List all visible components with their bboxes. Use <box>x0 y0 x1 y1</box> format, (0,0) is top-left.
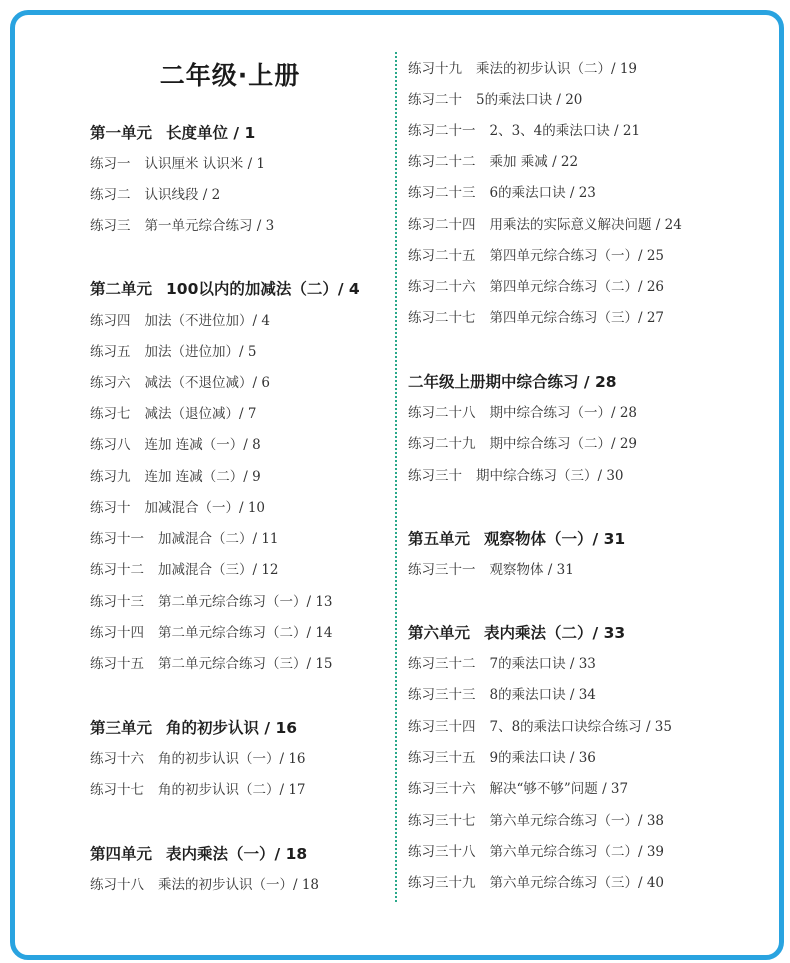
exercise-number: 练习二十六 <box>408 279 476 295</box>
exercise-number: 练习六 <box>90 375 131 391</box>
exercise-number: 练习二十二 <box>408 154 476 170</box>
entry-title: 第二单元综合练习（二）/ 14 <box>158 625 333 641</box>
entry-title: 第六单元综合练习（二）/ 39 <box>489 844 665 860</box>
toc-entry <box>408 840 664 860</box>
entry-title: 角的初步认识（一）/ 16 <box>158 751 306 767</box>
entry-title: 第一单元综合练习 / 3 <box>144 218 275 234</box>
toc-entry <box>90 621 333 641</box>
entry-title: 第二单元综合练习（三）/ 15 <box>158 656 333 672</box>
entry-title: 加减混合（一）/ 10 <box>144 500 266 516</box>
toc-entry <box>90 747 306 767</box>
entry-title: 加减混合（二）/ 11 <box>158 531 279 547</box>
entry-title: 6的乘法口诀 / 23 <box>489 185 596 201</box>
exercise-number: 练习三十一 <box>408 562 476 578</box>
toc-entry <box>90 402 256 422</box>
entry-title: 长度单位 / 1 <box>166 124 256 142</box>
toc-entry <box>90 527 279 547</box>
toc-entry <box>408 652 596 672</box>
page-title: 二年级·上册 <box>159 61 301 90</box>
entry-title: 期中综合练习（三）/ 30 <box>476 468 624 484</box>
section-heading <box>90 277 360 299</box>
entry-title: 加法（不进位加）/ 4 <box>144 313 270 329</box>
exercise-number: 练习二十七 <box>408 310 476 326</box>
entry-title: 认识线段 / 2 <box>144 187 221 203</box>
exercise-number: 练习三 <box>90 218 131 234</box>
toc-entry <box>90 214 274 234</box>
toc-entry <box>90 340 256 360</box>
toc-entry <box>408 119 640 139</box>
exercise-number: 练习二十一 <box>408 123 476 139</box>
entry-title: 7的乘法口诀 / 33 <box>489 656 596 672</box>
toc-entry <box>90 496 265 516</box>
entry-title: 9的乘法口诀 / 36 <box>489 750 596 766</box>
toc-entry <box>408 181 596 201</box>
toc-entry <box>408 244 664 264</box>
exercise-number: 练习十八 <box>90 877 144 893</box>
exercise-number: 练习三十 <box>408 468 462 484</box>
toc-entry <box>408 715 672 735</box>
toc-entry <box>408 777 628 797</box>
toc-entry <box>90 183 220 203</box>
toc-entry <box>90 309 270 329</box>
entry-title: 二年级上册期中综合练习 / 28 <box>408 373 617 391</box>
entry-title: 表内乘法（二）/ 33 <box>484 624 626 642</box>
entry-title: 加减混合（三）/ 12 <box>158 562 279 578</box>
entry-title: 第四单元综合练习（二）/ 26 <box>489 279 665 295</box>
exercise-number: 练习十三 <box>90 594 144 610</box>
exercise-number: 练习八 <box>90 437 131 453</box>
toc-entry <box>408 275 664 295</box>
exercise-number: 练习十七 <box>90 782 144 798</box>
toc-entry <box>408 464 624 484</box>
entry-title: 第四单元综合练习（一）/ 25 <box>489 248 665 264</box>
exercise-number: 练习十 <box>90 500 131 516</box>
entry-title: 第四单元综合练习（三）/ 27 <box>489 310 665 326</box>
toc-entry <box>408 150 578 170</box>
toc-entry <box>90 590 333 610</box>
entry-title: 乘法的初步认识（一）/ 18 <box>158 877 320 893</box>
toc-entry <box>90 873 319 893</box>
toc-entry <box>90 433 261 453</box>
entry-title: 100以内的加减法（二）/ 4 <box>166 280 360 298</box>
exercise-number: 练习二十 <box>408 92 462 108</box>
unit-number: 第五单元 <box>408 530 471 548</box>
exercise-number: 练习三十三 <box>408 687 476 703</box>
toc-entry <box>90 152 265 172</box>
toc-entry <box>90 652 333 672</box>
entry-title: 减法（退位减）/ 7 <box>144 406 257 422</box>
exercise-number: 练习十二 <box>90 562 144 578</box>
exercise-number: 练习四 <box>90 313 131 329</box>
toc-entry <box>408 213 682 233</box>
entry-title: 观察物体（一）/ 31 <box>484 530 626 548</box>
exercise-number: 练习一 <box>90 156 131 172</box>
exercise-number: 练习九 <box>90 469 131 485</box>
entry-title: 观察物体 / 31 <box>489 562 574 578</box>
exercise-number: 练习二十三 <box>408 185 476 201</box>
entry-title: 加法（进位加）/ 5 <box>144 344 257 360</box>
entry-title: 连加 连减（一）/ 8 <box>144 437 261 453</box>
exercise-number: 练习五 <box>90 344 131 360</box>
exercise-number: 练习二十四 <box>408 217 476 233</box>
entry-title: 角的初步认识（二）/ 17 <box>158 782 306 798</box>
unit-number: 第四单元 <box>90 845 153 863</box>
toc-entry <box>408 558 574 578</box>
exercise-number: 练习三十七 <box>408 813 476 829</box>
entry-title: 角的初步认识 / 16 <box>166 719 298 737</box>
unit-number: 第六单元 <box>408 624 471 642</box>
toc-entry <box>90 465 261 485</box>
toc-entry <box>408 401 637 421</box>
toc-entry <box>408 432 637 452</box>
exercise-number: 练习三十八 <box>408 844 476 860</box>
entry-title: 乘加 乘减 / 22 <box>489 154 579 170</box>
section-heading <box>90 842 307 864</box>
toc-entry <box>408 57 637 77</box>
entry-title: 减法（不退位减）/ 6 <box>144 375 270 391</box>
exercise-number: 练习三十四 <box>408 719 476 735</box>
column-divider <box>395 52 397 902</box>
toc-entry <box>408 746 596 766</box>
toc-entry <box>408 306 664 326</box>
unit-number: 第一单元 <box>90 124 153 142</box>
exercise-number: 练习十五 <box>90 656 144 672</box>
exercise-number: 练习三十六 <box>408 781 476 797</box>
section-heading <box>408 621 625 643</box>
entry-title: 连加 连减（二）/ 9 <box>144 469 261 485</box>
exercise-number: 练习十四 <box>90 625 144 641</box>
toc-entry <box>90 778 306 798</box>
entry-title: 5的乘法口诀 / 20 <box>476 92 583 108</box>
entry-title: 乘法的初步认识（二）/ 19 <box>476 61 638 77</box>
exercise-number: 练习十六 <box>90 751 144 767</box>
exercise-number: 练习二十九 <box>408 436 476 452</box>
entry-title: 期中综合练习（一）/ 28 <box>489 405 638 421</box>
toc-entry <box>90 371 270 391</box>
entry-title: 用乘法的实际意义解决问题 / 24 <box>489 217 682 233</box>
entry-title: 8的乘法口诀 / 34 <box>489 687 596 703</box>
toc-entry <box>90 558 279 578</box>
exercise-number: 练习二 <box>90 187 131 203</box>
exercise-number: 练习三十五 <box>408 750 476 766</box>
toc-entry <box>408 88 582 108</box>
unit-number: 第三单元 <box>90 719 153 737</box>
toc-entry <box>408 683 596 703</box>
entry-title: 第六单元综合练习（一）/ 38 <box>489 813 665 829</box>
exercise-number: 练习十一 <box>90 531 144 547</box>
entry-title: 期中综合练习（二）/ 29 <box>489 436 638 452</box>
section-heading <box>90 716 297 738</box>
toc-entry <box>408 809 664 829</box>
section-heading <box>408 370 617 392</box>
entry-title: 2、3、4的乘法口诀 / 21 <box>489 123 641 139</box>
exercise-number: 练习三十九 <box>408 875 476 891</box>
exercise-number: 练习三十二 <box>408 656 476 672</box>
entry-title: 7、8的乘法口诀综合练习 / 35 <box>489 719 672 735</box>
entry-title: 认识厘米 认识米 / 1 <box>144 156 266 172</box>
exercise-number: 练习七 <box>90 406 131 422</box>
entry-title: 第二单元综合练习（一）/ 13 <box>158 594 333 610</box>
entry-title: 第六单元综合练习（三）/ 40 <box>489 875 665 891</box>
entry-title: 解决“够不够”问题 / 37 <box>489 781 629 797</box>
section-heading <box>408 527 625 549</box>
exercise-number: 练习十九 <box>408 61 462 77</box>
exercise-number: 练习二十八 <box>408 405 476 421</box>
unit-number: 第二单元 <box>90 280 153 298</box>
entry-title: 表内乘法（一）/ 18 <box>166 845 308 863</box>
exercise-number: 练习二十五 <box>408 248 476 264</box>
toc-entry <box>408 871 664 891</box>
section-heading <box>90 121 255 143</box>
